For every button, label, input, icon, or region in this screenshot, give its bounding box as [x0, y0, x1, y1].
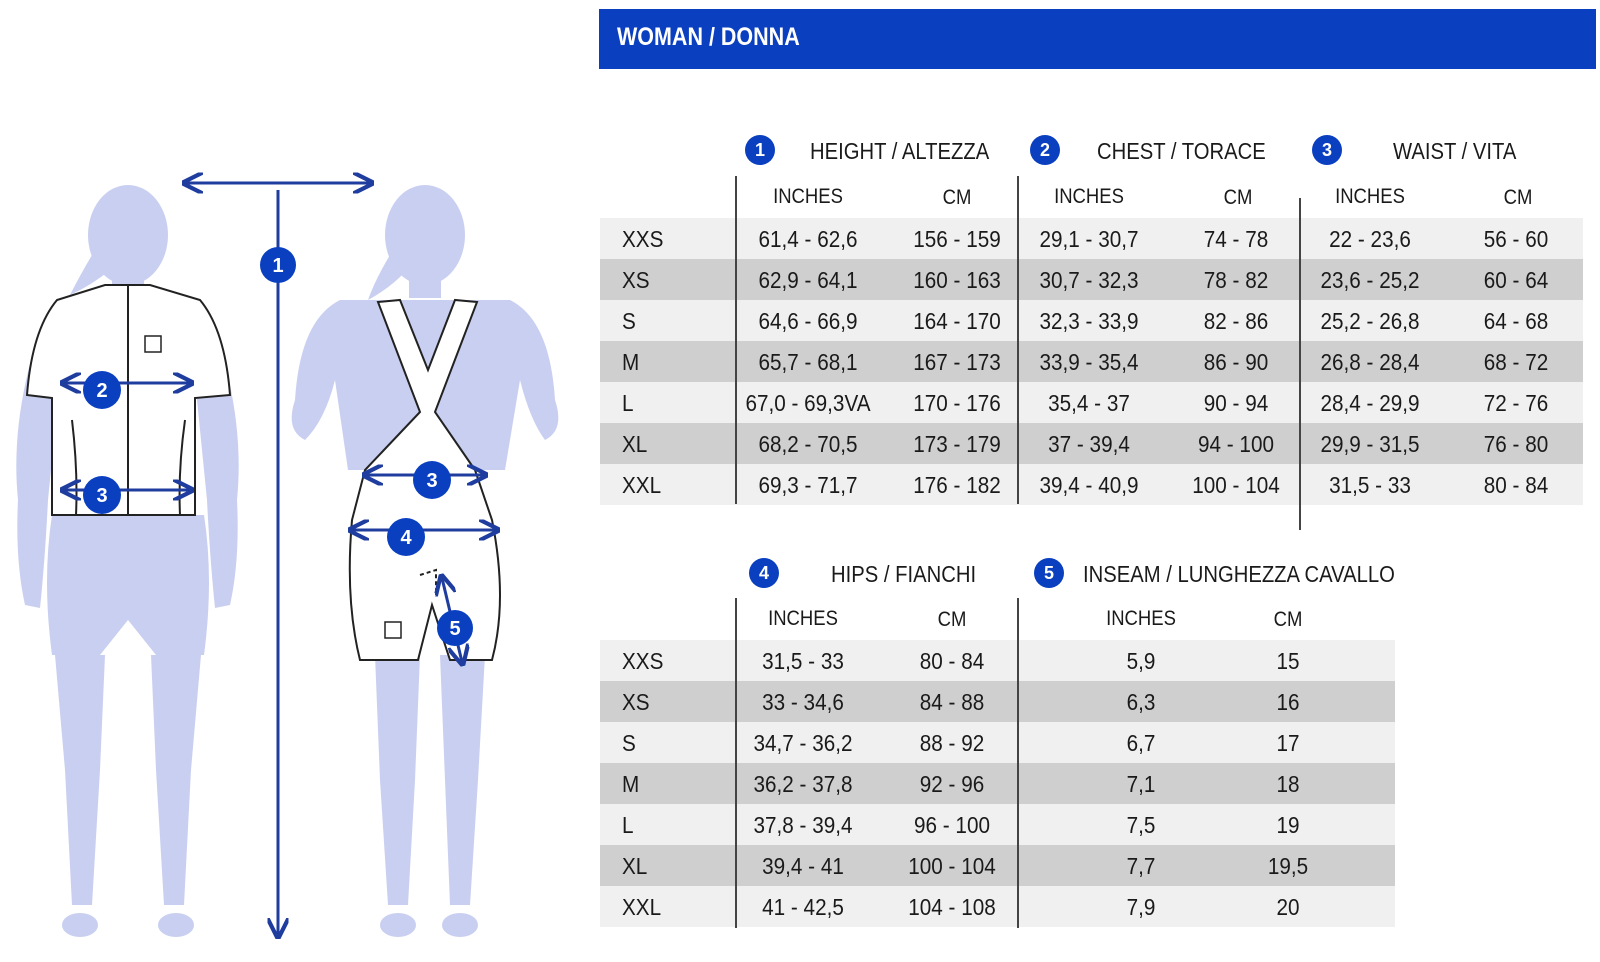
table-divider — [735, 176, 737, 504]
svg-text:3: 3 — [96, 485, 108, 507]
table-row — [600, 382, 1583, 423]
unit-cm: CM — [937, 608, 967, 631]
table-row — [600, 423, 1583, 464]
table-row — [600, 218, 1583, 259]
table-cell: 30,7 - 32,3 — [1039, 267, 1139, 293]
table-cell: 100 - 104 — [908, 853, 996, 879]
size-label: S — [622, 308, 636, 334]
table-divider — [1017, 598, 1019, 928]
table-cell: 96 - 100 — [914, 812, 990, 838]
table-cell: 18 — [1276, 771, 1300, 797]
group-badge-inseam: 5 — [1034, 558, 1064, 588]
measurement-illustration — [0, 0, 590, 962]
table-row — [600, 300, 1583, 341]
size-label: XXL — [622, 472, 662, 498]
figure-badge-hips — [387, 518, 425, 556]
table-cell: 22 - 23,6 — [1329, 226, 1411, 252]
table-cell: 5,9 — [1126, 648, 1156, 674]
table-divider — [735, 598, 737, 928]
unit-inches: INCHES — [1106, 607, 1176, 630]
table-cell: 78 - 82 — [1203, 267, 1269, 293]
unit-inches: INCHES — [1335, 185, 1405, 208]
table-cell: 173 - 179 — [913, 431, 1001, 457]
table-cell: 160 - 163 — [913, 267, 1001, 293]
table-cell: 19,5 — [1267, 853, 1309, 879]
table-row — [600, 886, 1395, 927]
size-label: XL — [622, 431, 648, 457]
size-label: XL — [622, 853, 648, 879]
table-cell: 156 - 159 — [913, 226, 1001, 252]
table-row — [600, 763, 1395, 804]
table-row — [600, 464, 1583, 505]
size-label: XS — [622, 267, 650, 293]
table-cell: 6,3 — [1126, 689, 1156, 715]
table-cell: 76 - 80 — [1483, 431, 1549, 457]
table-cell: 100 - 104 — [1192, 472, 1280, 498]
header-banner — [599, 9, 1596, 69]
group-title-hips: HIPS / FIANCHI — [831, 561, 977, 587]
table-row — [600, 681, 1395, 722]
table-divider — [1017, 176, 1019, 504]
unit-cm: CM — [1503, 186, 1533, 209]
group-badge-hips: 4 — [749, 558, 779, 588]
table-cell: 68 - 72 — [1483, 349, 1549, 375]
table-cell: 28,4 - 29,9 — [1320, 390, 1420, 416]
group-title-chest: CHEST / TORACE — [1097, 138, 1266, 164]
table-cell: 176 - 182 — [913, 472, 1001, 498]
table-cell: 64 - 68 — [1483, 308, 1549, 334]
size-label: L — [622, 390, 634, 416]
table-cell: 74 - 78 — [1203, 226, 1269, 252]
table-cell: 94 - 100 — [1198, 431, 1274, 457]
table-cell: 26,8 - 28,4 — [1320, 349, 1420, 375]
table-cell: 82 - 86 — [1203, 308, 1269, 334]
banner-title: WOMAN / DONNA — [617, 23, 800, 51]
table-cell: 25,2 - 26,8 — [1320, 308, 1420, 334]
svg-text:5: 5 — [449, 618, 461, 640]
table-cell: 32,3 - 33,9 — [1039, 308, 1139, 334]
group-title-height: HEIGHT / ALTEZZA — [810, 138, 990, 164]
table-cell: 88 - 92 — [919, 730, 985, 756]
table-cell: 64,6 - 66,9 — [758, 308, 858, 334]
size-label: XS — [622, 689, 650, 715]
table-cell: 17 — [1276, 730, 1300, 756]
table-cell: 80 - 84 — [1483, 472, 1549, 498]
unit-inches: INCHES — [1054, 185, 1124, 208]
table-cell: 29,9 - 31,5 — [1320, 431, 1420, 457]
table-cell: 69,3 - 71,7 — [758, 472, 858, 498]
table-cell: 7,5 — [1126, 812, 1156, 838]
unit-cm: CM — [942, 186, 972, 209]
unit-cm: CM — [1273, 608, 1303, 631]
table-cell: 37 - 39,4 — [1048, 431, 1130, 457]
table-cell: 34,7 - 36,2 — [753, 730, 853, 756]
table-cell: 67,0 - 69,3VA — [745, 390, 871, 416]
table-cell: 39,4 - 41 — [762, 853, 844, 879]
table-cell: 33 - 34,6 — [762, 689, 844, 715]
size-label: S — [622, 730, 636, 756]
table-row — [600, 341, 1583, 382]
table-cell: 7,1 — [1126, 771, 1156, 797]
size-label: L — [622, 812, 634, 838]
table-cell: 29,1 - 30,7 — [1039, 226, 1139, 252]
size-label: XXS — [622, 226, 664, 252]
size-label: M — [622, 349, 640, 375]
group-badge-chest: 2 — [1030, 135, 1060, 165]
table-cell: 7,7 — [1126, 853, 1156, 879]
table-cell: 65,7 - 68,1 — [758, 349, 858, 375]
table-cell: 84 - 88 — [919, 689, 985, 715]
svg-text:3: 3 — [426, 470, 438, 492]
size-label: M — [622, 771, 640, 797]
table-cell: 20 — [1276, 894, 1300, 920]
table-cell: 31,5 - 33 — [1329, 472, 1411, 498]
table-cell: 72 - 76 — [1483, 390, 1549, 416]
table-cell: 90 - 94 — [1203, 390, 1269, 416]
table-cell: 41 - 42,5 — [762, 894, 844, 920]
table-cell: 16 — [1276, 689, 1300, 715]
table-cell: 164 - 170 — [913, 308, 1001, 334]
size-label: XXS — [622, 648, 664, 674]
group-badge-height: 1 — [745, 135, 775, 165]
figure-badge-chest — [83, 371, 121, 409]
table-row — [600, 640, 1395, 681]
svg-text:4: 4 — [400, 527, 412, 549]
table-cell: 19 — [1276, 812, 1300, 838]
table-cell: 15 — [1276, 648, 1300, 674]
table-cell: 68,2 - 70,5 — [758, 431, 858, 457]
figure-badge-height — [260, 247, 296, 283]
table-row — [600, 722, 1395, 763]
unit-inches: INCHES — [773, 185, 843, 208]
figure-badge-waist-front — [83, 476, 121, 514]
table-divider — [1299, 198, 1301, 530]
table-cell: 6,7 — [1126, 730, 1156, 756]
table-cell: 170 - 176 — [913, 390, 1001, 416]
table-cell: 31,5 - 33 — [762, 648, 844, 674]
svg-text:2: 2 — [96, 380, 108, 402]
figure-badge-waist-back — [413, 461, 451, 499]
table-cell: 33,9 - 35,4 — [1039, 349, 1139, 375]
table-cell: 61,4 - 62,6 — [758, 226, 858, 252]
table-cell: 86 - 90 — [1203, 349, 1269, 375]
group-badge-waist: 3 — [1312, 135, 1342, 165]
table-cell: 35,4 - 37 — [1048, 390, 1130, 416]
table-cell: 39,4 - 40,9 — [1039, 472, 1139, 498]
table-cell: 167 - 173 — [913, 349, 1001, 375]
table-cell: 7,9 — [1126, 894, 1156, 920]
figure-badge-inseam — [437, 610, 473, 646]
group-title-waist: WAIST / VITA — [1393, 138, 1517, 164]
table-cell: 104 - 108 — [908, 894, 996, 920]
unit-cm: CM — [1223, 186, 1253, 209]
table-cell: 36,2 - 37,8 — [753, 771, 853, 797]
table-row — [600, 259, 1583, 300]
table-cell: 62,9 - 64,1 — [758, 267, 858, 293]
table-cell: 60 - 64 — [1483, 267, 1549, 293]
table-cell: 80 - 84 — [919, 648, 985, 674]
group-title-inseam: INSEAM / LUNGHEZZA CAVALLO — [1083, 561, 1395, 587]
size-label: XXL — [622, 894, 662, 920]
table-cell: 23,6 - 25,2 — [1320, 267, 1420, 293]
table-row — [600, 845, 1395, 886]
table-row — [600, 804, 1395, 845]
table-cell: 37,8 - 39,4 — [753, 812, 853, 838]
table-cell: 92 - 96 — [919, 771, 985, 797]
table-cell: 56 - 60 — [1483, 226, 1549, 252]
unit-inches: INCHES — [768, 607, 838, 630]
svg-text:1: 1 — [272, 255, 284, 277]
